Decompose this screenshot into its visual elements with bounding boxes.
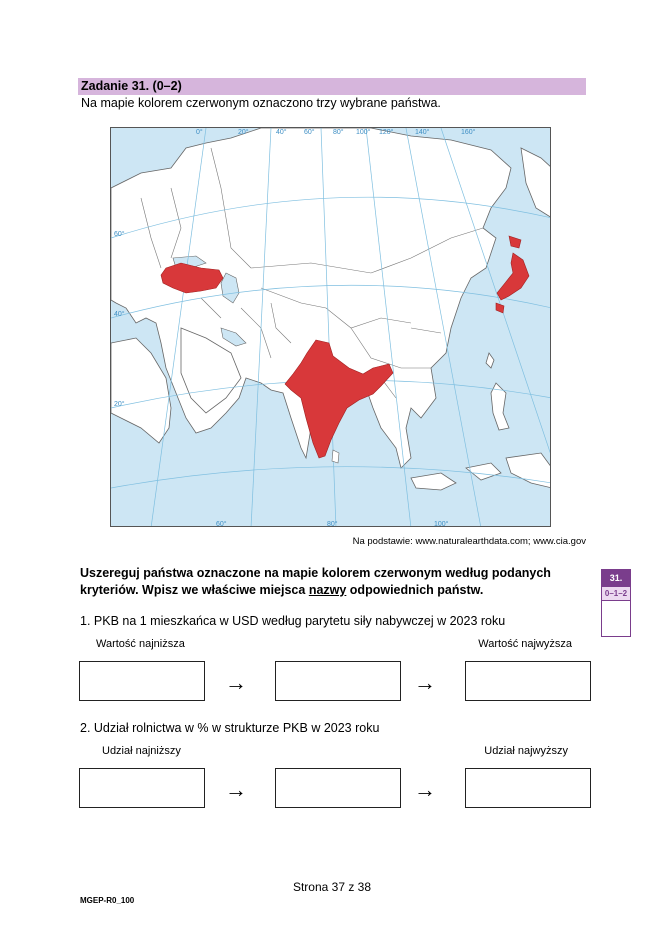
lon-label-120: 120° [379, 129, 394, 136]
criterion-1-text: 1. PKB na 1 mieszkańca w USD według parytetu siły nabywczej w 2023 roku [80, 614, 506, 628]
lon-label-80: 80° [333, 129, 344, 136]
lon-label-40: 40° [276, 129, 287, 136]
lon-label-100: 100° [356, 129, 371, 136]
score-points-scale: 0–1–2 [601, 587, 631, 601]
instructions-underlined: nazwy [308, 583, 347, 597]
instructions-part2: odpowiednich państw. [346, 583, 484, 597]
task-intro: Na mapie kolorem czerwonym oznaczono trzy wybrane państwa. [81, 96, 441, 110]
lon-label-140: 140° [415, 129, 430, 136]
lat-label-20: 20° [114, 401, 125, 408]
criterion-1-arrow-1: → [225, 670, 247, 695]
criterion-2-arrow-2: → [414, 777, 436, 802]
lon-label-20: 20° [238, 129, 249, 136]
criterion-1-high-label: Wartość najwyższa [478, 638, 572, 650]
criterion-1-answer-box-1[interactable] [79, 661, 205, 701]
criterion-2-arrow-1: → [225, 777, 247, 802]
page-number: Strona 37 z 38 [292, 880, 372, 894]
criterion-2-text: 2. Udział rolnictwa w % w strukturze PKB w 2023 roku [80, 721, 380, 735]
lon-label-bottom-80: 80° [327, 521, 338, 527]
asia-map [110, 127, 551, 527]
lon-label-60: 60° [304, 129, 315, 136]
lon-label-bottom-100: 100° [434, 521, 449, 527]
criterion-2-answer-box-2[interactable] [275, 768, 401, 808]
score-entry-field[interactable] [601, 601, 631, 637]
score-box [601, 569, 631, 637]
criterion-1-answer-box-2[interactable] [275, 661, 401, 701]
map-svg [111, 128, 551, 527]
instructions-part1: Uszereguj państwa oznaczone na mapie kolorem czerwonym według podanych kryteriów. Wpisz we właściwe miejsca [80, 566, 551, 597]
lon-label-bottom-60: 60° [216, 521, 227, 527]
lon-label-0: 0° [196, 129, 203, 136]
task-title: Zadanie 31. (0–2) [81, 79, 182, 93]
map-source: Na podstawie: www.naturalearthdata.com; www.cia.gov [352, 536, 586, 547]
criterion-2-answer-box-1[interactable] [79, 768, 205, 808]
lat-label-60: 60° [114, 231, 125, 238]
criterion-1-answer-box-3[interactable] [465, 661, 591, 701]
score-task-number: 31. [601, 569, 631, 587]
instructions [80, 565, 580, 599]
criterion-2-high-label: Udział najwyższy [484, 745, 568, 757]
exam-code: MGEP-R0_100 [80, 896, 135, 905]
lon-label-160: 160° [461, 129, 476, 136]
criterion-2-answer-box-3[interactable] [465, 768, 591, 808]
criterion-2-low-label: Udział najniższy [102, 745, 181, 757]
criterion-1-arrow-2: → [414, 670, 436, 695]
lat-label-40: 40° [114, 311, 125, 318]
criterion-1-low-label: Wartość najniższa [96, 638, 185, 650]
